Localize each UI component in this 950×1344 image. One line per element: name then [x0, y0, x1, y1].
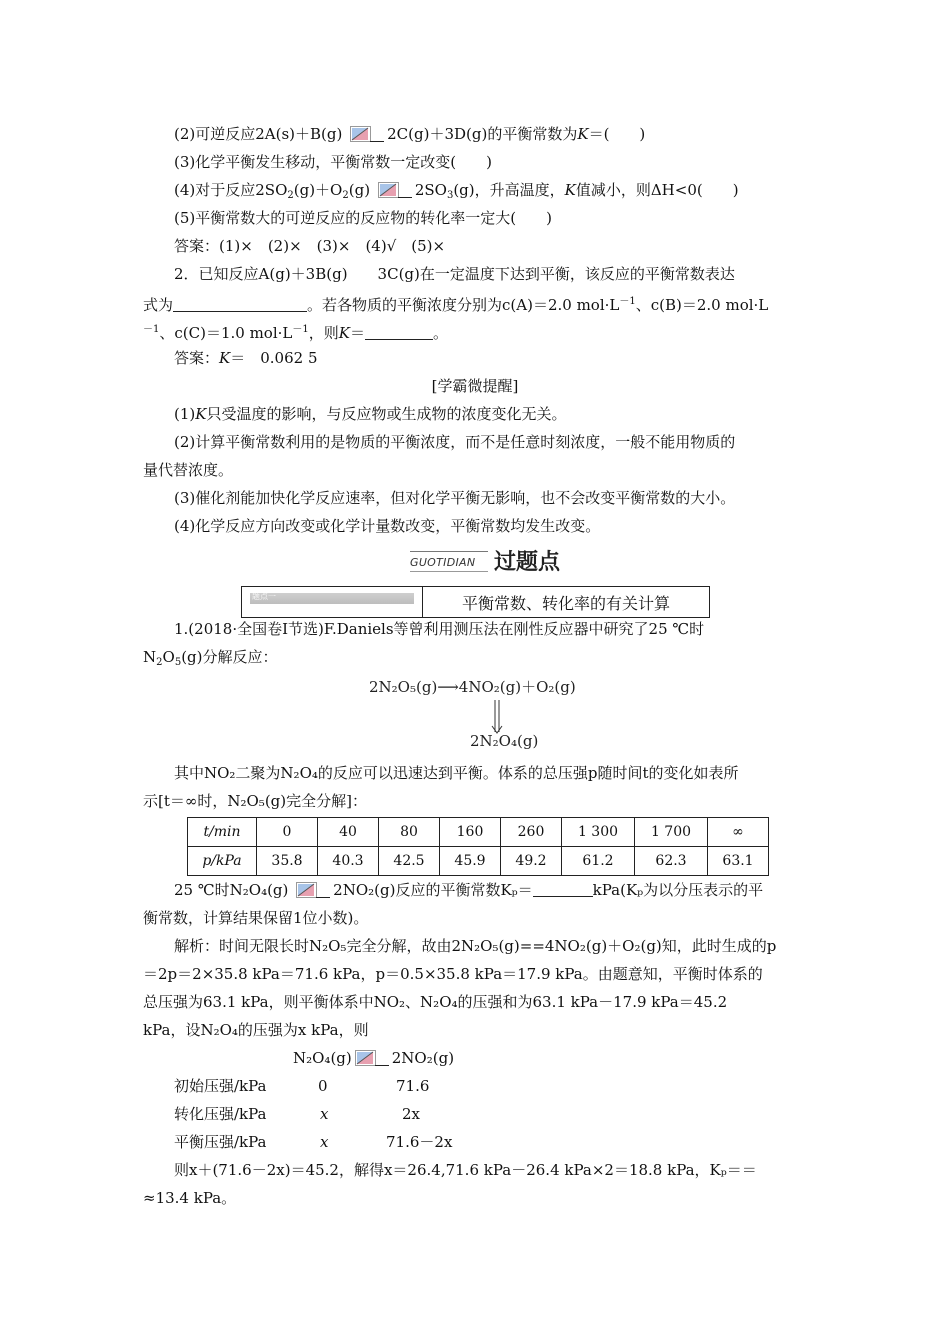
tip-4: (4)化学反应方向改变或化学计量数改变，平衡常数均发生改变。 [174, 517, 601, 535]
ex1-line-3: 其中NO₂二聚为N₂O₄的反应可以迅速达到平衡。体系的总压强p随时间t的变化如表所 [174, 764, 739, 782]
ex1-question-line-2: 衡常数，计算结果保留1位小数)。 [143, 909, 369, 927]
table-row [188, 818, 769, 847]
ice-row-c2: 71.6 [396, 1077, 430, 1095]
banner-rule [410, 551, 488, 552]
equilibrium-arrow-icon [355, 1050, 389, 1066]
solution-line-2: ＝2p＝2×35.8 kPa＝71.6 kPa，p＝0.5×35.8 kPa＝17.9 kPa。由题意知，平衡时体系的 [143, 965, 763, 983]
q2-line-3-b: 、c(C)＝1.0 mol·L [159, 324, 293, 342]
q2-line-2 [143, 292, 768, 315]
item-4-text-f: 值减小，则ΔH<0( ) [575, 181, 739, 199]
ex1-question-line-1 [174, 880, 763, 900]
table-cell: 1 300 [562, 818, 635, 847]
table-cell: 1 700 [635, 818, 708, 847]
item-4-text-d: 2SO [414, 181, 447, 199]
table-cell: 45.9 [440, 847, 501, 876]
ice-eq-b: 2NO₂(g) [391, 1049, 455, 1067]
item-4-k: K [564, 181, 576, 199]
ex1-q-a: 25 ℃时N₂O₄(g) [174, 881, 294, 899]
item-4-sub-2: 2 [342, 190, 349, 201]
ice-equation [293, 1048, 454, 1068]
q2-line-2-sup: －1 [619, 296, 636, 307]
q2-answer-k: K [219, 349, 231, 367]
equilibrium-arrow-icon [296, 882, 330, 898]
topic-box [241, 586, 710, 618]
double-arrow-icon [490, 698, 504, 734]
final-line-1: 则x＋(71.6－2x)＝45.2，解得x＝26.4,71.6 kPa－26.4 kPa×2＝18.8 kPa，Kₚ＝＝ [174, 1161, 757, 1179]
ex1-l2-c: (g)分解反应： [181, 648, 278, 666]
ex1-line-1: 1.(2018·全国卷Ⅰ节选)F.Daniels等曾利用测压法在刚性反应器中研究了25 ℃时 [174, 620, 705, 638]
q2-answer [174, 348, 318, 368]
table-cell: 0 [257, 818, 318, 847]
final-line-2: ≈13.4 kPa。 [143, 1189, 237, 1207]
tip-1-k: K [195, 405, 207, 423]
table-cell: 42.5 [379, 847, 440, 876]
ice-row-c2: 71.6－2x [386, 1133, 453, 1151]
ex1-l2-a: N [143, 648, 157, 666]
answer-blank[interactable] [365, 325, 433, 340]
tip-1-a: (1) [174, 405, 196, 423]
q2-line-2-b: 。若各物质的平衡浓度分别为c(A)＝2.0 mol·L [307, 296, 620, 314]
q2-line-3-e: 。 [433, 324, 449, 342]
answer-blank[interactable] [533, 882, 593, 897]
item-5: (5)平衡常数大的可逆反应的反应物的转化率一定大( ) [174, 209, 552, 227]
ex1-l2-sub-1: 2 [156, 657, 163, 668]
table-cell: 62.3 [635, 847, 708, 876]
section-banner [410, 545, 580, 581]
banner-rule [410, 571, 488, 572]
q1-answer: 答案：(1)× (2)× (3)× (4)√ (5)× [174, 237, 446, 255]
equilibrium-arrow-icon [350, 126, 384, 142]
table-cell: 35.8 [257, 847, 318, 876]
pressure-time-table [187, 817, 769, 876]
table-cell: 63.1 [708, 847, 769, 876]
q2-line-3 [143, 320, 448, 343]
item-2-text-a: (2)可逆反应2A(s)＋B(g) [174, 125, 348, 143]
q2-line-1: 2．已知反应A(g)＋3B(g) 3C(g)在一定温度下达到平衡，该反应的平衡常数表达 [174, 265, 735, 283]
table-cell: 40.3 [318, 847, 379, 876]
table-header-cell: p/kPa [188, 847, 257, 876]
q2-line-2-c: 、c(B)＝2.0 mol·L [635, 296, 769, 314]
q2-line-3-k: K [338, 324, 350, 342]
tips-heading: [学霸微提醒] [431, 377, 519, 395]
ice-eq-a: N₂O₄(g) [293, 1049, 352, 1067]
topic-tag-label: 题点一 [252, 592, 276, 601]
ice-row-label: 初始压强/kPa [174, 1077, 267, 1095]
table-cell: 160 [440, 818, 501, 847]
ex1-q-b: 2NO₂(g)反应的平衡常数Kₚ＝ [333, 881, 533, 899]
table-cell: 61.2 [562, 847, 635, 876]
tip-2-line-2: 量代替浓度。 [143, 461, 234, 479]
ice-row-c1: x [320, 1133, 329, 1151]
item-4-sub-1: 2 [287, 190, 294, 201]
q2-line-3-a: －1 [143, 324, 160, 335]
q2-line-3-sup: －1 [292, 324, 309, 335]
item-4-sub-3: 3 [446, 190, 454, 201]
ex1-l2-sub-2: 5 [174, 657, 182, 668]
table-cell: 80 [379, 818, 440, 847]
item-4-text-e: (g)，升高温度， [453, 181, 565, 199]
table-cell: 49.2 [501, 847, 562, 876]
ex1-line-2 [143, 647, 278, 673]
item-2-text-c: ＝( ) [588, 125, 646, 143]
item-4 [174, 180, 739, 206]
solution-line-1: 解析：时间无限长时N₂O₅完全分解，故由2N₂O₅(g)==4NO₂(g)＋O₂(g)知，此时生成的p [174, 937, 777, 955]
ex1-q-c: kPa(Kₚ为以分压表示的平 [592, 881, 764, 899]
item-4-text-c: (g) [348, 181, 375, 199]
ex1-line-4: 示[t＝∞时，N₂O₅(g)完全分解]： [143, 792, 367, 810]
ice-row-c2: 2x [402, 1105, 421, 1123]
table-cell: ∞ [708, 818, 769, 847]
q2-answer-b: ＝ 0.062 5 [230, 349, 318, 367]
item-4-text-a: (4)对于反应2SO [174, 181, 288, 199]
ice-row-label: 转化压强/kPa [174, 1105, 267, 1123]
item-4-text-b: (g)＋O [293, 181, 343, 199]
solution-line-4: kPa，设N₂O₄的压强为x kPa，则 [143, 1021, 369, 1039]
item-2 [174, 124, 645, 144]
tip-1-b: 只受温度的影响，与反应物或生成物的浓度变化无关。 [206, 405, 567, 423]
table-row [188, 847, 769, 876]
q2-line-2-a: 式为 [143, 296, 174, 314]
table-cell: 260 [501, 818, 562, 847]
item-2-k: K [577, 125, 589, 143]
topic-title: 平衡常数、转化率的有关计算 [461, 594, 670, 613]
item-3: (3)化学平衡发生移动，平衡常数一定改变( ) [174, 153, 492, 171]
tip-1 [174, 404, 566, 424]
banner-title: 过题点 [494, 550, 561, 575]
table-cell: 40 [318, 818, 379, 847]
q2-line-3-c: ，则 [308, 324, 339, 342]
scheme-top-reaction: 2N₂O₅(g)⟶4NO₂(g)＋O₂(g) [369, 678, 576, 696]
ice-row-label: 平衡压强/kPa [174, 1133, 267, 1151]
scheme-bottom-product: 2N₂O₄(g) [470, 732, 539, 750]
equilibrium-arrow-icon [378, 182, 412, 198]
tip-2-line-1: (2)计算平衡常数利用的是物质的平衡浓度，而不是任意时刻浓度，一般不能用物质的 [174, 433, 736, 451]
ex1-l2-b: O [162, 648, 175, 666]
ice-row-c1: 0 [318, 1077, 328, 1095]
banner-english: GUOTIDIAN [410, 556, 476, 569]
q2-answer-a: 答案： [174, 349, 220, 367]
solution-line-3: 总压强为63.1 kPa，则平衡体系中NO₂、N₂O₄的压强和为63.1 kPa－17.9 kPa＝45.2 [143, 993, 728, 1011]
item-2-text-b: 2C(g)＋3D(g)的平衡常数为 [387, 125, 578, 143]
q2-line-3-d: ＝ [349, 324, 365, 342]
table-header-cell: t/min [188, 818, 257, 847]
answer-blank[interactable] [173, 297, 307, 312]
tip-3: (3)催化剂能加快化学反应速率，但对化学平衡无影响，也不会改变平衡常数的大小。 [174, 489, 736, 507]
ice-row-c1: x [320, 1105, 329, 1123]
